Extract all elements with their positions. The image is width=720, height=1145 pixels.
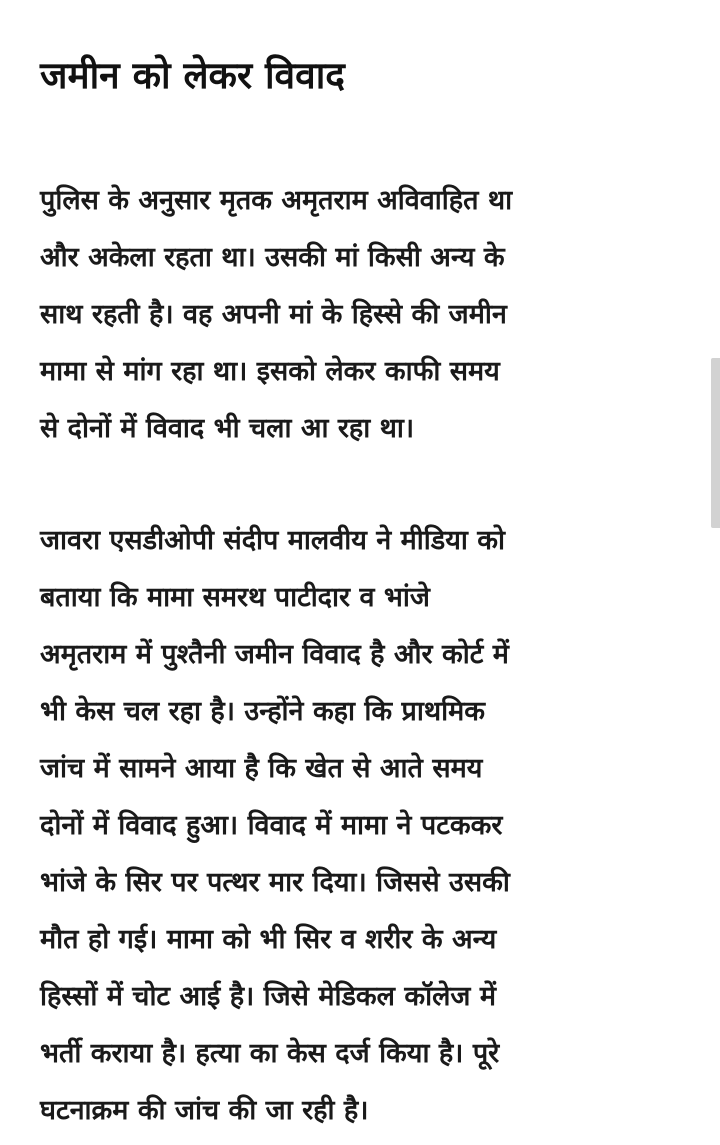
paragraph-line: अमृतराम में पुश्तैनी जमीन विवाद है और कोर्ट में bbox=[40, 639, 509, 670]
paragraph-line: पुलिस के अनुसार मृतक अमृतराम अविवाहित था bbox=[40, 185, 513, 216]
paragraph-line: भर्ती कराया है। हत्या का केस दर्ज किया है। पूरे bbox=[40, 1038, 500, 1069]
article-paragraph-2 bbox=[40, 512, 680, 1139]
paragraph-line: दोनों में विवाद हुआ। विवाद में मामा ने पटककर bbox=[40, 810, 503, 841]
paragraph-line: साथ रहती है। वह अपनी मां के हिस्से की जमीन bbox=[40, 299, 507, 330]
paragraph-line: भी केस चल रहा है। उन्होंने कहा कि प्राथमिक bbox=[40, 696, 486, 727]
article-body bbox=[40, 30, 680, 1139]
paragraph-line: जांच में सामने आया है कि खेत से आते समय bbox=[40, 753, 483, 784]
article-paragraph-1 bbox=[40, 172, 680, 457]
scrollbar-thumb[interactable] bbox=[711, 358, 720, 528]
paragraph-line: जावरा एसडीओपी संदीप मालवीय ने मीडिया को bbox=[40, 525, 506, 556]
paragraph-line: भांजे के सिर पर पत्थर मार दिया। जिससे उसकी bbox=[40, 867, 510, 898]
article-headline: जमीन को लेकर विवाद bbox=[40, 54, 345, 97]
paragraph-line: से दोनों में विवाद भी चला आ रहा था। bbox=[40, 413, 415, 444]
paragraph-line: मामा से मांग रहा था। इसको लेकर काफी समय bbox=[40, 356, 500, 387]
paragraph-line: घटनाक्रम की जांच की जा रही है। bbox=[40, 1095, 369, 1126]
paragraph-line: हिस्सों में चोट आई है। जिसे मेडिकल कॉलेज में bbox=[40, 981, 496, 1012]
paragraph-line: बताया कि मामा समरथ पाटीदार व भांजे bbox=[40, 582, 430, 613]
paragraph-line: मौत हो गई। मामा को भी सिर व शरीर के अन्य bbox=[40, 924, 497, 955]
paragraph-line: और अकेला रहता था। उसकी मां किसी अन्य के bbox=[40, 242, 505, 273]
